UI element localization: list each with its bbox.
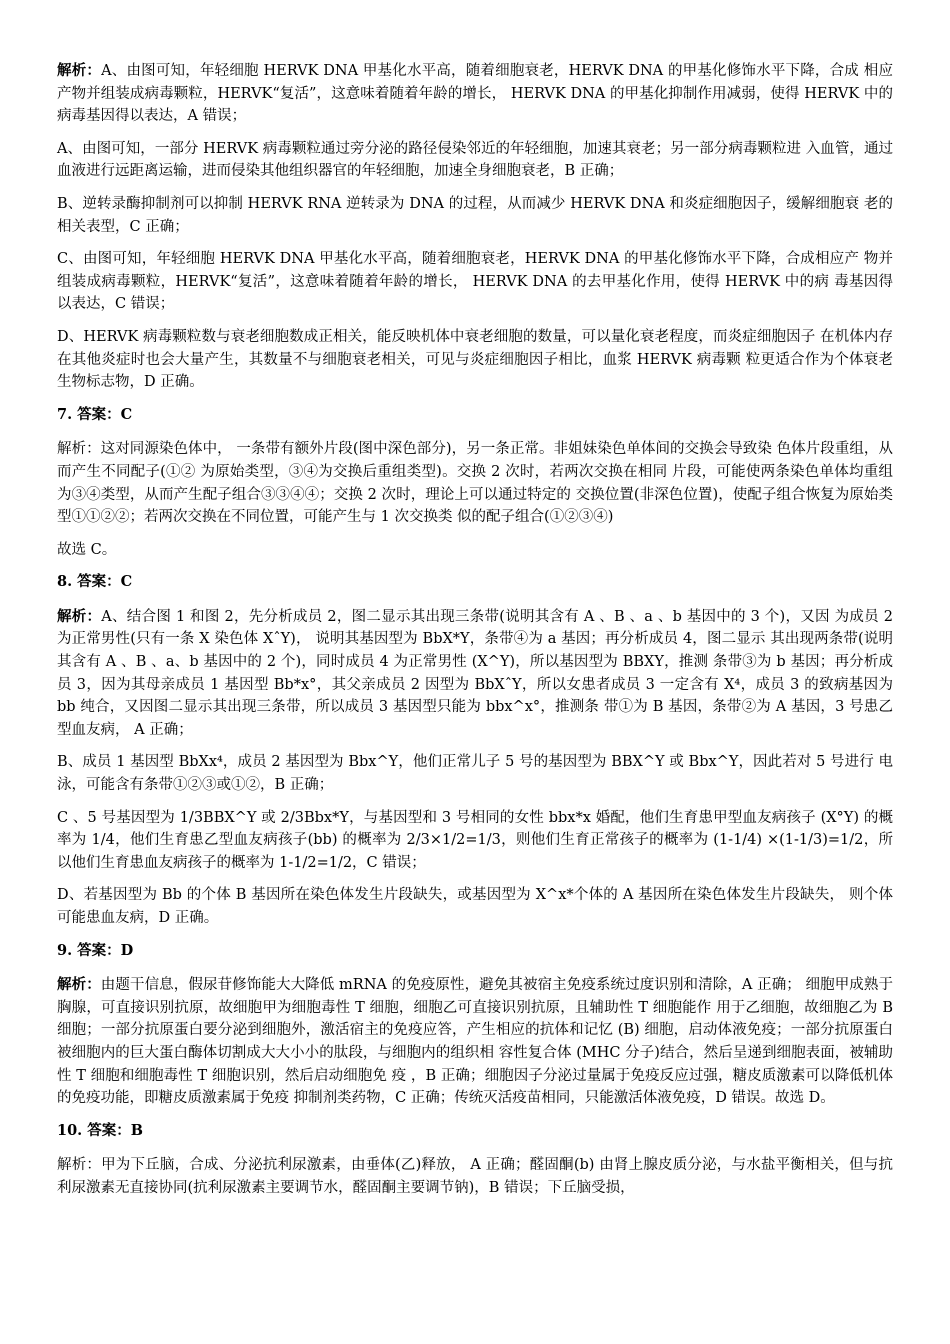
- analysis-label: 解析：: [57, 62, 102, 79]
- q8-answer: 8. 答案：C: [57, 573, 133, 591]
- q8-paragraph-b: B、成员 1 基因型 BbXx⁴，成员 2 基因型为 Bbx^Y，他们正常儿子 5 号的基因型为 BBX^Y 或 Bbx^Y，因此若对 5 号进行 电泳，可能含有条带①②③或①②，B 正确；: [57, 754, 893, 794]
- q9-paragraph: [57, 974, 893, 1110]
- analysis-label: 解析：: [57, 976, 101, 994]
- q8-paragraph-a: [57, 606, 893, 742]
- q7-answer: 7. 答案：C: [57, 405, 133, 423]
- q8-paragraph-c: C 、5 号基因型为 1/3BBX^Y 或 2/3Bbx*Y，与基因型和 3 号相同的女性 bbx*x 婚配，他们生育患甲型血友病孩子 (X°Y) 的概率为 1/4，他们生育患乙型血友病孩子(bb) 的概率为 2/3×1/2=1/3，则他们生育正常孩子的概率为 (1-1/4) ×(1-1/3)=1/2，所以他们生育患血友病孩子的概率为 1-1/2=1/2，C 错误；: [57, 809, 893, 871]
- q8-paragraph-d: D、若基因型为 Bb 的个体 B 基因所在染色体发生片段缺失，或基因型为 X^x*个体的 A 基因所在染色体发生片段缺失， 则个体可能患血友病，D 正确。: [57, 887, 893, 926]
- document-content: [57, 60, 893, 1200]
- q6-text-a: A、由图可知，年轻细胞 HERVK DNA 甲基化水平高，随着细胞衰老，HERVK DNA 的甲基化修饰水平下降，合成 相应产物并组装成病毒颗粒，HERVK“复活”，这意味着随着年龄的增长， HERVK DNA 的甲基化抑制作用减弱，使得 HERVK 中的病毒基因得以表达，A 错误；: [57, 63, 894, 125]
- q9-text: 由题干信息，假尿苷修饰能大大降低 mRNA 的免疫原性，避免其被宿主免疫系统过度识别和清除，A 正确； 细胞甲成熟于胸腺，可直接识别抗原，故细胞甲为细胞毒性 T 细胞，细胞乙可直接识别抗原，且辅助性 T 细胞能作 用于乙细胞，故细胞乙为 B 细胞；一部分抗原蛋白要分泌到细胞外，激活宿主的免疫应答，产生相应的抗体和记忆 (B) 细胞，启动体液免疫；一部分抗原蛋白被细胞内的巨大蛋白酶体切割成大大小小的肽段，与细胞内的组织相 容性复合体 (MHC 分子)结合，然后呈递到细胞表面，被辅助性 T 细胞和细胞毒性 T 细胞识别，然后启动细胞免 疫 ，B 正确；细胞因子分泌过量属于免疫反应过强，糖皮质激素可以降低机体的免疫功能，即糖皮质激素属于免疫 抑制剂类药物，C 正确；传统灭活疫苗相同，只能激活体液免疫，D 错误。故选 D。: [57, 977, 893, 1107]
- q6-paragraph-d: C、由图可知，年轻细胞 HERVK DNA 甲基化水平高，随着细胞衰老，HERVK DNA 的甲基化修饰水平下降，合成相应产 物并组装成病毒颗粒，HERVK“复活”，这意味着随着年龄的增长， HERVK DNA 的去甲基化作用，使得 HERVK 中的病 毒基因得以表达，C 错误；: [57, 251, 893, 313]
- q6-paragraph-c: B、逆转录酶抑制剂可以抑制 HERVK RNA 逆转录为 DNA 的过程，从而减少 HERVK DNA 和炎症细胞因子，缓解细胞衰 老的相关表型，C 正确；: [57, 195, 893, 235]
- q9-answer: 9. 答案：D: [57, 941, 134, 959]
- q6-paragraph-a: [57, 60, 893, 128]
- q6-paragraph-b: A、由图可知，一部分 HERVK 病毒颗粒通过旁分泌的路径侵染邻近的年轻细胞，加速其衰老；另一部分病毒颗粒进 入血管，通过血液进行远距离运输，进而侵染其他组织器官的年轻细胞，加速全身细胞衰老，B 正确；: [57, 140, 893, 180]
- analysis-label: 解析：: [57, 607, 102, 625]
- q8-text-a: A、结合图 1 和图 2，先分析成员 2，图二显示其出现三条带(说明其含有 A 、B 、a 、b 基因中的 3 个)，又因 为成员 2 为正常男性(只有一条 X 染色体 XˆY)， 说明其基因型为 BbX*Y，条带④为 a 基因；再分析成员 4，图二显示 其出现两条带(说明其含有 A 、B 、a、b 基因中的 2 个)，同时成员 4 为正常男性 (X^Y)，所以基因型为 BBXY，推测 条带③为 b 基因；再分析成员 3，因为其母亲成员 1 基因型 Bb*x°，其父亲成员 2 因型为 BbXˆY，所以女患者成员 3 一定含有 X⁴，成员 3 的致病基因为 bb 纯合，又因图二显示其出现三条带，所以成员 3 基因型只能为 bbx^x°，推测条 带①为 B 基因，条带②为 A 基因，3 号患乙型血友病， A 正确；: [57, 608, 893, 738]
- q6-paragraph-e: D、HERVK 病毒颗粒数与衰老细胞数成正相关，能反映机体中衰老细胞的数量，可以量化衰老程度，而炎症细胞因子 在机体内存在其他炎症时也会大量产生，其数量不与细胞衰老相关，可见与炎症细胞因子相比，血浆 HERVK 病毒颗 粒更适合作为个体衰老生物标志物，D 正确。: [57, 328, 893, 391]
- q7-analysis: 解析：这对同源染色体中， 一条带有额外片段(图中深色部分)，另一条正常。非姐妹染色单体间的交换会导致染 色体片段重组，从而产生不同配子(①② 为原始类型，③④为交换后重组类型)。交换 2 次时，若两次交换在相同 片段，可能使两条染色单体均重组为③④类型，从而产生配子组合③③④④；交换 2 次时，理论上可以通过特定的 交换位置(非深色位置)，使配子组合恢复为原始类型①①②②；若两次交换在不同位置，可能产生与 1 次交换类 似的配子组合(①②③④): [57, 441, 893, 526]
- q10-analysis: 解析：甲为下丘脑，合成、分泌抗利尿激素，由垂体(乙)释放， A 正确；醛固酮(b) 由肾上腺皮质分泌，与水盐平衡相关，但与抗利尿激素无直接协同(抗利尿激素主要调节水，醛固酮主要调节钠)，B 错误；下丘脑受损，: [57, 1157, 893, 1196]
- q7-conclusion: 故选 C。: [57, 541, 117, 558]
- q10-answer: 10. 答案：B: [57, 1121, 144, 1139]
